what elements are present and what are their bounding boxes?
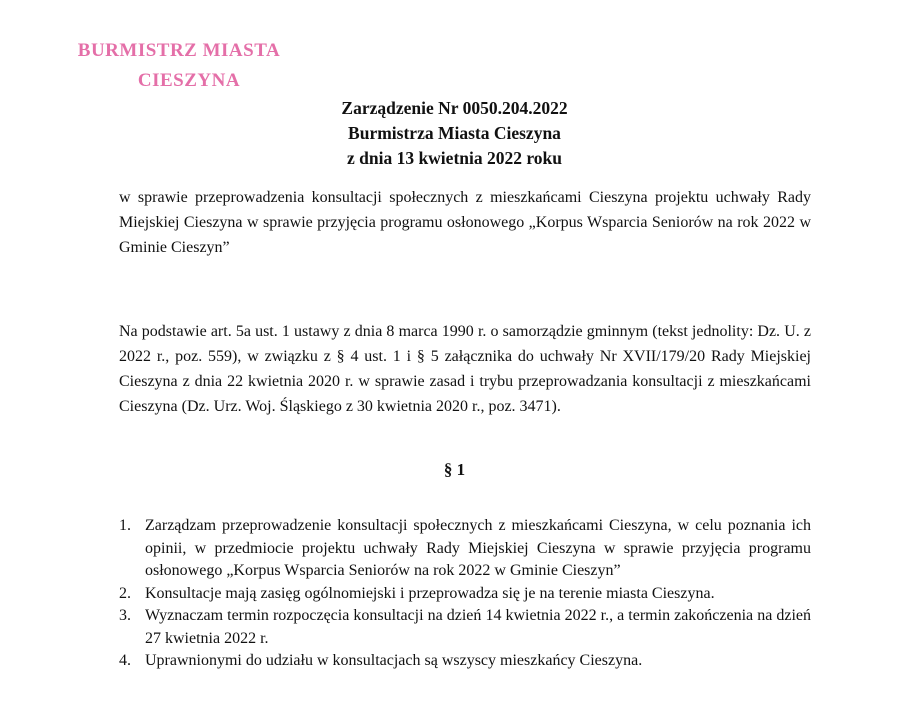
list-item-number: 4. bbox=[119, 652, 131, 669]
section-list bbox=[119, 515, 811, 673]
list-item bbox=[119, 605, 811, 650]
list-item-text: Uprawnionymi do udziału w konsultacjach są wszyscy mieszkańcy Cieszyna. bbox=[145, 652, 643, 669]
list-item-text: Zarządzam przeprowadzenie konsultacji społecznych z mieszkańcami Cieszyna, w celu poznania ich opinii, w przedmiocie projektu uchwały Rady Miejskiej Cieszyna w sprawie przyjęcia programu osłonowego „Korpus Wsparcia Seniorów na rok 2022 w Gminie Cieszyn” bbox=[145, 517, 811, 579]
document-title bbox=[0, 96, 909, 171]
list-item-number: 3. bbox=[119, 607, 131, 624]
list-item-text: Wyznaczam termin rozpoczęcia konsultacji na dzień 14 kwietnia 2022 r., a termin zakończenia na dzień 27 kwietnia 2022 r. bbox=[145, 607, 811, 647]
legal-basis-paragraph: Na podstawie art. 5a ust. 1 ustawy z dnia 8 marca 1990 r. o samorządzie gminnym (tekst jednolity: Dz. U. z 2022 r., poz. 559), w związku z § 4 ust. 1 i § 5 załącznika do uchwały Nr XVII/179/20 Rady Miejskiej Cieszyna z dnia 22 kwietnia 2020 r. w sprawie zasad i trybu przeprowadzania konsultacji z mieszkańcami Cieszyna (Dz. Urz. Woj. Śląskiego z 30 kwietnia 2020 r., poz. 3471). bbox=[119, 323, 811, 415]
list-item-number: 2. bbox=[119, 584, 131, 602]
list-item-text: Konsultacje mają zasięg ogólnomiejski i przeprowadza się je na terenie miasta Cieszyna. bbox=[145, 584, 715, 602]
section-heading: § 1 bbox=[443, 460, 466, 479]
list-item bbox=[119, 515, 811, 583]
stamp-line-1: BURMISTRZ MIASTA bbox=[77, 40, 281, 61]
list-item-number: 1. bbox=[119, 517, 131, 534]
official-stamp bbox=[64, 36, 304, 96]
stamp-line-2: CIESZYNA bbox=[137, 70, 241, 91]
title-line-3: z dnia 13 kwietnia 2022 roku bbox=[346, 148, 563, 168]
title-line-2: Burmistrza Miasta Cieszyna bbox=[348, 123, 561, 143]
subject-paragraph: w sprawie przeprowadzenia konsultacji społecznych z mieszkańcami Cieszyna projektu uchwały Rady Miejskiej Cieszyna w sprawie przyjęcia programu osłonowego „Korpus Wsparcia Seniorów na rok 2022 w Gminie Cieszyn” bbox=[119, 189, 811, 256]
title-line-1: Zarządzenie Nr 0050.204.2022 bbox=[341, 98, 568, 118]
list-item bbox=[119, 583, 811, 606]
list-item bbox=[119, 650, 811, 673]
